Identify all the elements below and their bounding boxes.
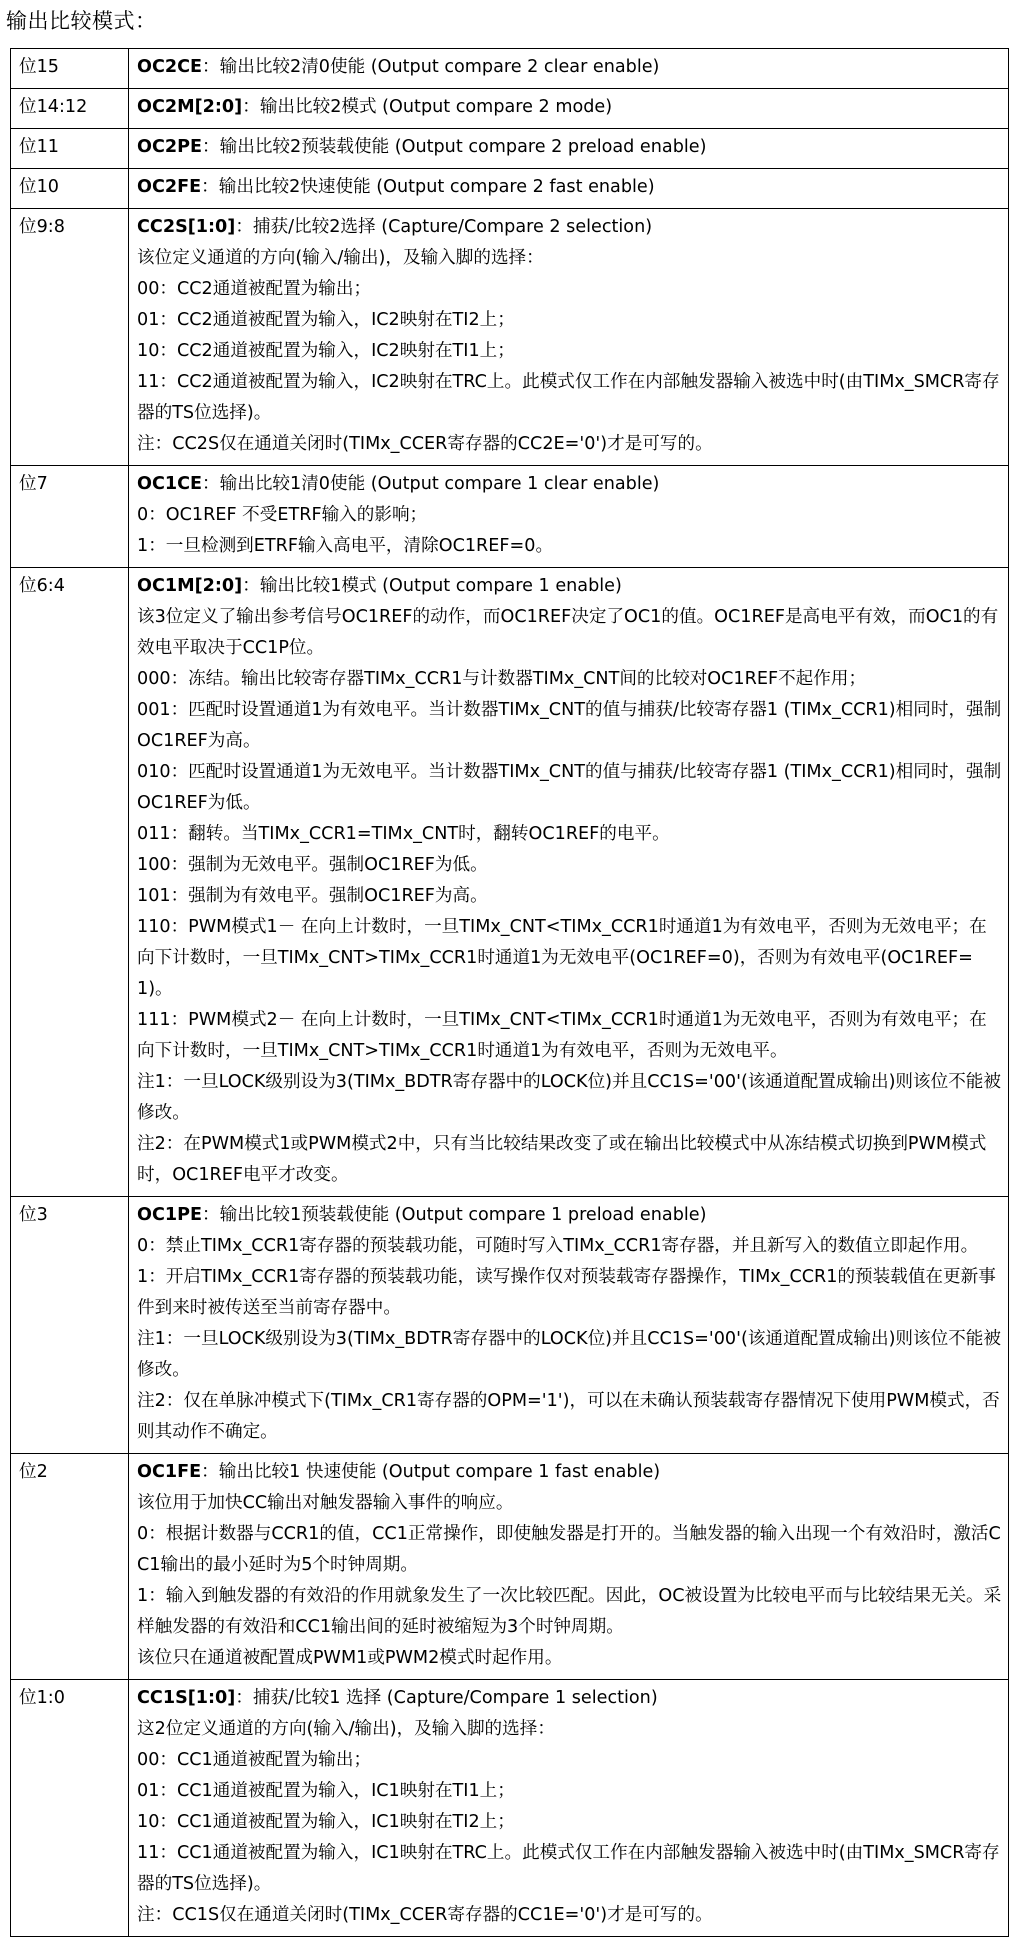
bit-position-cell: 位15 <box>11 49 129 89</box>
bit-position-cell: 位11 <box>11 129 129 169</box>
field-title-line <box>137 132 1002 163</box>
description-line: 0：禁止TIMx_CCR1寄存器的预装载功能，可随时写入TIMx_CCR1寄存器，并且新写入的数值立即起作用。 <box>137 1236 979 1256</box>
bit-description-cell <box>129 1680 1009 1937</box>
field-title: ：输出比较1清0使能 (Output compare 1 clear enable) <box>202 474 660 494</box>
field-title-line <box>137 52 1002 83</box>
field-name: CC1S[1:0] <box>137 1688 236 1708</box>
table-row <box>11 1680 1009 1937</box>
bit-description-cell <box>129 1197 1009 1454</box>
field-title: ：输出比较2清0使能 (Output compare 2 clear enable) <box>202 57 660 77</box>
description-line: 该位只在通道被配置成PWM1或PWM2模式时起作用。 <box>137 1648 563 1668</box>
field-title-line <box>137 172 1002 203</box>
description-line: 1：开启TIMx_CCR1寄存器的预装载功能，读写操作仅对预装载寄存器操作，TIMx_CCR1的预装载值在更新事件到来时被传送至当前寄存器中。 <box>137 1267 996 1318</box>
field-name: OC2PE <box>137 137 203 157</box>
bit-position-cell: 位2 <box>11 1454 129 1680</box>
field-title-line <box>137 92 1002 123</box>
description-line: 10：CC2通道被配置为输入，IC2映射在TI1上； <box>137 341 515 361</box>
field-name: OC2CE <box>137 57 203 77</box>
description-line: 注：CC2S仅在通道关闭时(TIMx_CCER寄存器的CC2E='0')才是可写的。 <box>137 434 713 454</box>
description-line: 0：根据计数器与CCR1的值，CC1正常操作，即使触发器是打开的。当触发器的输入出现一个有效沿时，激活CC1输出的最小延时为5个时钟周期。 <box>137 1524 1001 1575</box>
field-title: ：输出比较1预装载使能 (Output compare 1 preload enable) <box>202 1205 707 1225</box>
bit-description-cell <box>129 1454 1009 1680</box>
register-table-body <box>11 49 1009 1937</box>
description-line: 111：PWM模式2－ 在向上计数时，一旦TIMx_CNT<TIMx_CCR1时通道1为无效电平，否则为有效电平；在向下计数时，一旦TIMx_CNT>TIMx_CCR1时通道1为有效电平，否则为无效电平。 <box>137 1010 987 1061</box>
description-line: 该3位定义了输出参考信号OC1REF的动作，而OC1REF决定了OC1的值。OC1REF是高电平有效，而OC1的有效电平取决于CC1P位。 <box>137 607 999 658</box>
field-title: ：捕获/比较2选择 (Capture/Compare 2 selection) <box>235 217 653 237</box>
field-name: OC1FE <box>137 1462 202 1482</box>
table-row <box>11 209 1009 466</box>
field-title: ：输出比较2快速使能 (Output compare 2 fast enable) <box>201 177 655 197</box>
field-title-line <box>137 1457 1002 1488</box>
field-title-line <box>137 212 1002 243</box>
field-title-line <box>137 1200 1002 1231</box>
description-line: 000：冻结。输出比较寄存器TIMx_CCR1与计数器TIMx_CNT间的比较对OC1REF不起作用； <box>137 669 867 689</box>
description-line: 011：翻转。当TIMx_CCR1=TIMx_CNT时，翻转OC1REF的电平。 <box>137 824 670 844</box>
description-line: 注1：一旦LOCK级别设为3(TIMx_BDTR寄存器中的LOCK位)并且CC1S='00'(该通道配置成输出)则该位不能被修改。 <box>137 1072 1001 1123</box>
description-line: 1：一旦检测到ETRF输入高电平，清除OC1REF=0。 <box>137 536 554 556</box>
description-line: 注：CC1S仅在通道关闭时(TIMx_CCER寄存器的CC1E='0')才是可写的。 <box>137 1905 713 1925</box>
field-title: ：输出比较1 快速使能 (Output compare 1 fast enable) <box>201 1462 661 1482</box>
description-line: 0：OC1REF 不受ETRF输入的影响； <box>137 505 428 525</box>
bit-description-cell <box>129 129 1009 169</box>
bit-description-cell <box>129 466 1009 568</box>
bit-position-cell: 位14:12 <box>11 89 129 129</box>
description-line: 10：CC1通道被配置为输入，IC1映射在TI2上； <box>137 1812 515 1832</box>
field-title: ：输出比较2预装载使能 (Output compare 2 preload enable) <box>202 137 707 157</box>
field-title-line <box>137 1683 1002 1714</box>
bit-description-cell <box>129 169 1009 209</box>
table-row <box>11 129 1009 169</box>
bit-description-cell <box>129 89 1009 129</box>
description-line: 11：CC1通道被配置为输入，IC1映射在TRC上。此模式仅工作在内部触发器输入被选中时(由TIMx_SMCR寄存器的TS位选择)。 <box>137 1843 1000 1894</box>
description-line: 注2：仅在单脉冲模式下(TIMx_CR1寄存器的OPM='1')，可以在未确认预装载寄存器情况下使用PWM模式，否则其动作不确定。 <box>137 1391 1000 1442</box>
field-name: OC1M[2:0] <box>137 576 243 596</box>
description-line: 11：CC2通道被配置为输入，IC2映射在TRC上。此模式仅工作在内部触发器输入被选中时(由TIMx_SMCR寄存器的TS位选择)。 <box>137 372 1000 423</box>
bit-description-cell <box>129 49 1009 89</box>
field-title: ：捕获/比较1 选择 (Capture/Compare 1 selection) <box>235 1688 658 1708</box>
bit-position-cell: 位1:0 <box>11 1680 129 1937</box>
bit-position-cell: 位9:8 <box>11 209 129 466</box>
bit-description-cell <box>129 209 1009 466</box>
bit-position-cell: 位7 <box>11 466 129 568</box>
table-row <box>11 466 1009 568</box>
field-name: OC2FE <box>137 177 202 197</box>
section-heading: 输出比较模式： <box>6 9 157 33</box>
bit-position-cell: 位6:4 <box>11 568 129 1197</box>
table-row <box>11 89 1009 129</box>
table-row <box>11 568 1009 1197</box>
table-row <box>11 1454 1009 1680</box>
description-line: 01：CC1通道被配置为输入，IC1映射在TI1上； <box>137 1781 515 1801</box>
description-line: 010：匹配时设置通道1为无效电平。当计数器TIMx_CNT的值与捕获/比较寄存器1 (TIMx_CCR1)相同时，强制OC1REF为低。 <box>137 762 1002 813</box>
table-row <box>11 169 1009 209</box>
field-name: OC1PE <box>137 1205 203 1225</box>
description-line: 该位定义通道的方向(输入/输出)，及输入脚的选择： <box>137 248 544 268</box>
field-name: OC2M[2:0] <box>137 97 243 117</box>
register-bit-table <box>10 48 1009 1937</box>
description-line: 1：输入到触发器的有效沿的作用就象发生了一次比较匹配。因此，OC被设置为比较电平而与比较结果无关。采样触发器的有效沿和CC1输出间的延时被缩短为3个时钟周期。 <box>137 1586 1002 1637</box>
description-line: 这2位定义通道的方向(输入/输出)，及输入脚的选择： <box>137 1719 555 1739</box>
description-line: 00：CC2通道被配置为输出； <box>137 279 372 299</box>
field-title-line <box>137 571 1002 602</box>
table-row <box>11 49 1009 89</box>
bit-position-cell: 位10 <box>11 169 129 209</box>
description-line: 该位用于加快CC输出对触发器输入事件的响应。 <box>137 1493 514 1513</box>
field-title-line <box>137 469 1002 500</box>
field-title: ：输出比较2模式 (Output compare 2 mode) <box>242 97 613 117</box>
bit-position-cell: 位3 <box>11 1197 129 1454</box>
description-line: 100：强制为无效电平。强制OC1REF为低。 <box>137 855 488 875</box>
field-name: CC2S[1:0] <box>137 217 236 237</box>
description-line: 注1：一旦LOCK级别设为3(TIMx_BDTR寄存器中的LOCK位)并且CC1S='00'(该通道配置成输出)则该位不能被修改。 <box>137 1329 1001 1380</box>
description-line: 101：强制为有效电平。强制OC1REF为高。 <box>137 886 488 906</box>
table-row <box>11 1197 1009 1454</box>
description-line: 01：CC2通道被配置为输入，IC2映射在TI2上； <box>137 310 515 330</box>
description-line: 注2：在PWM模式1或PWM模式2中，只有当比较结果改变了或在输出比较模式中从冻结模式切换到PWM模式时，OC1REF电平才改变。 <box>137 1134 987 1185</box>
field-name: OC1CE <box>137 474 203 494</box>
description-line: 110：PWM模式1－ 在向上计数时，一旦TIMx_CNT<TIMx_CCR1时通道1为有效电平，否则为无效电平；在向下计数时，一旦TIMx_CNT>TIMx_CCR1时通道1为无效电平(OC1REF=0)，否则为有效电平(OC1REF=1)。 <box>137 917 987 999</box>
description-line: 001：匹配时设置通道1为有效电平。当计数器TIMx_CNT的值与捕获/比较寄存器1 (TIMx_CCR1)相同时，强制OC1REF为高。 <box>137 700 1002 751</box>
description-line: 00：CC1通道被配置为输出； <box>137 1750 372 1770</box>
field-title: ：输出比较1模式 (Output compare 1 enable) <box>242 576 622 596</box>
bit-description-cell <box>129 568 1009 1197</box>
